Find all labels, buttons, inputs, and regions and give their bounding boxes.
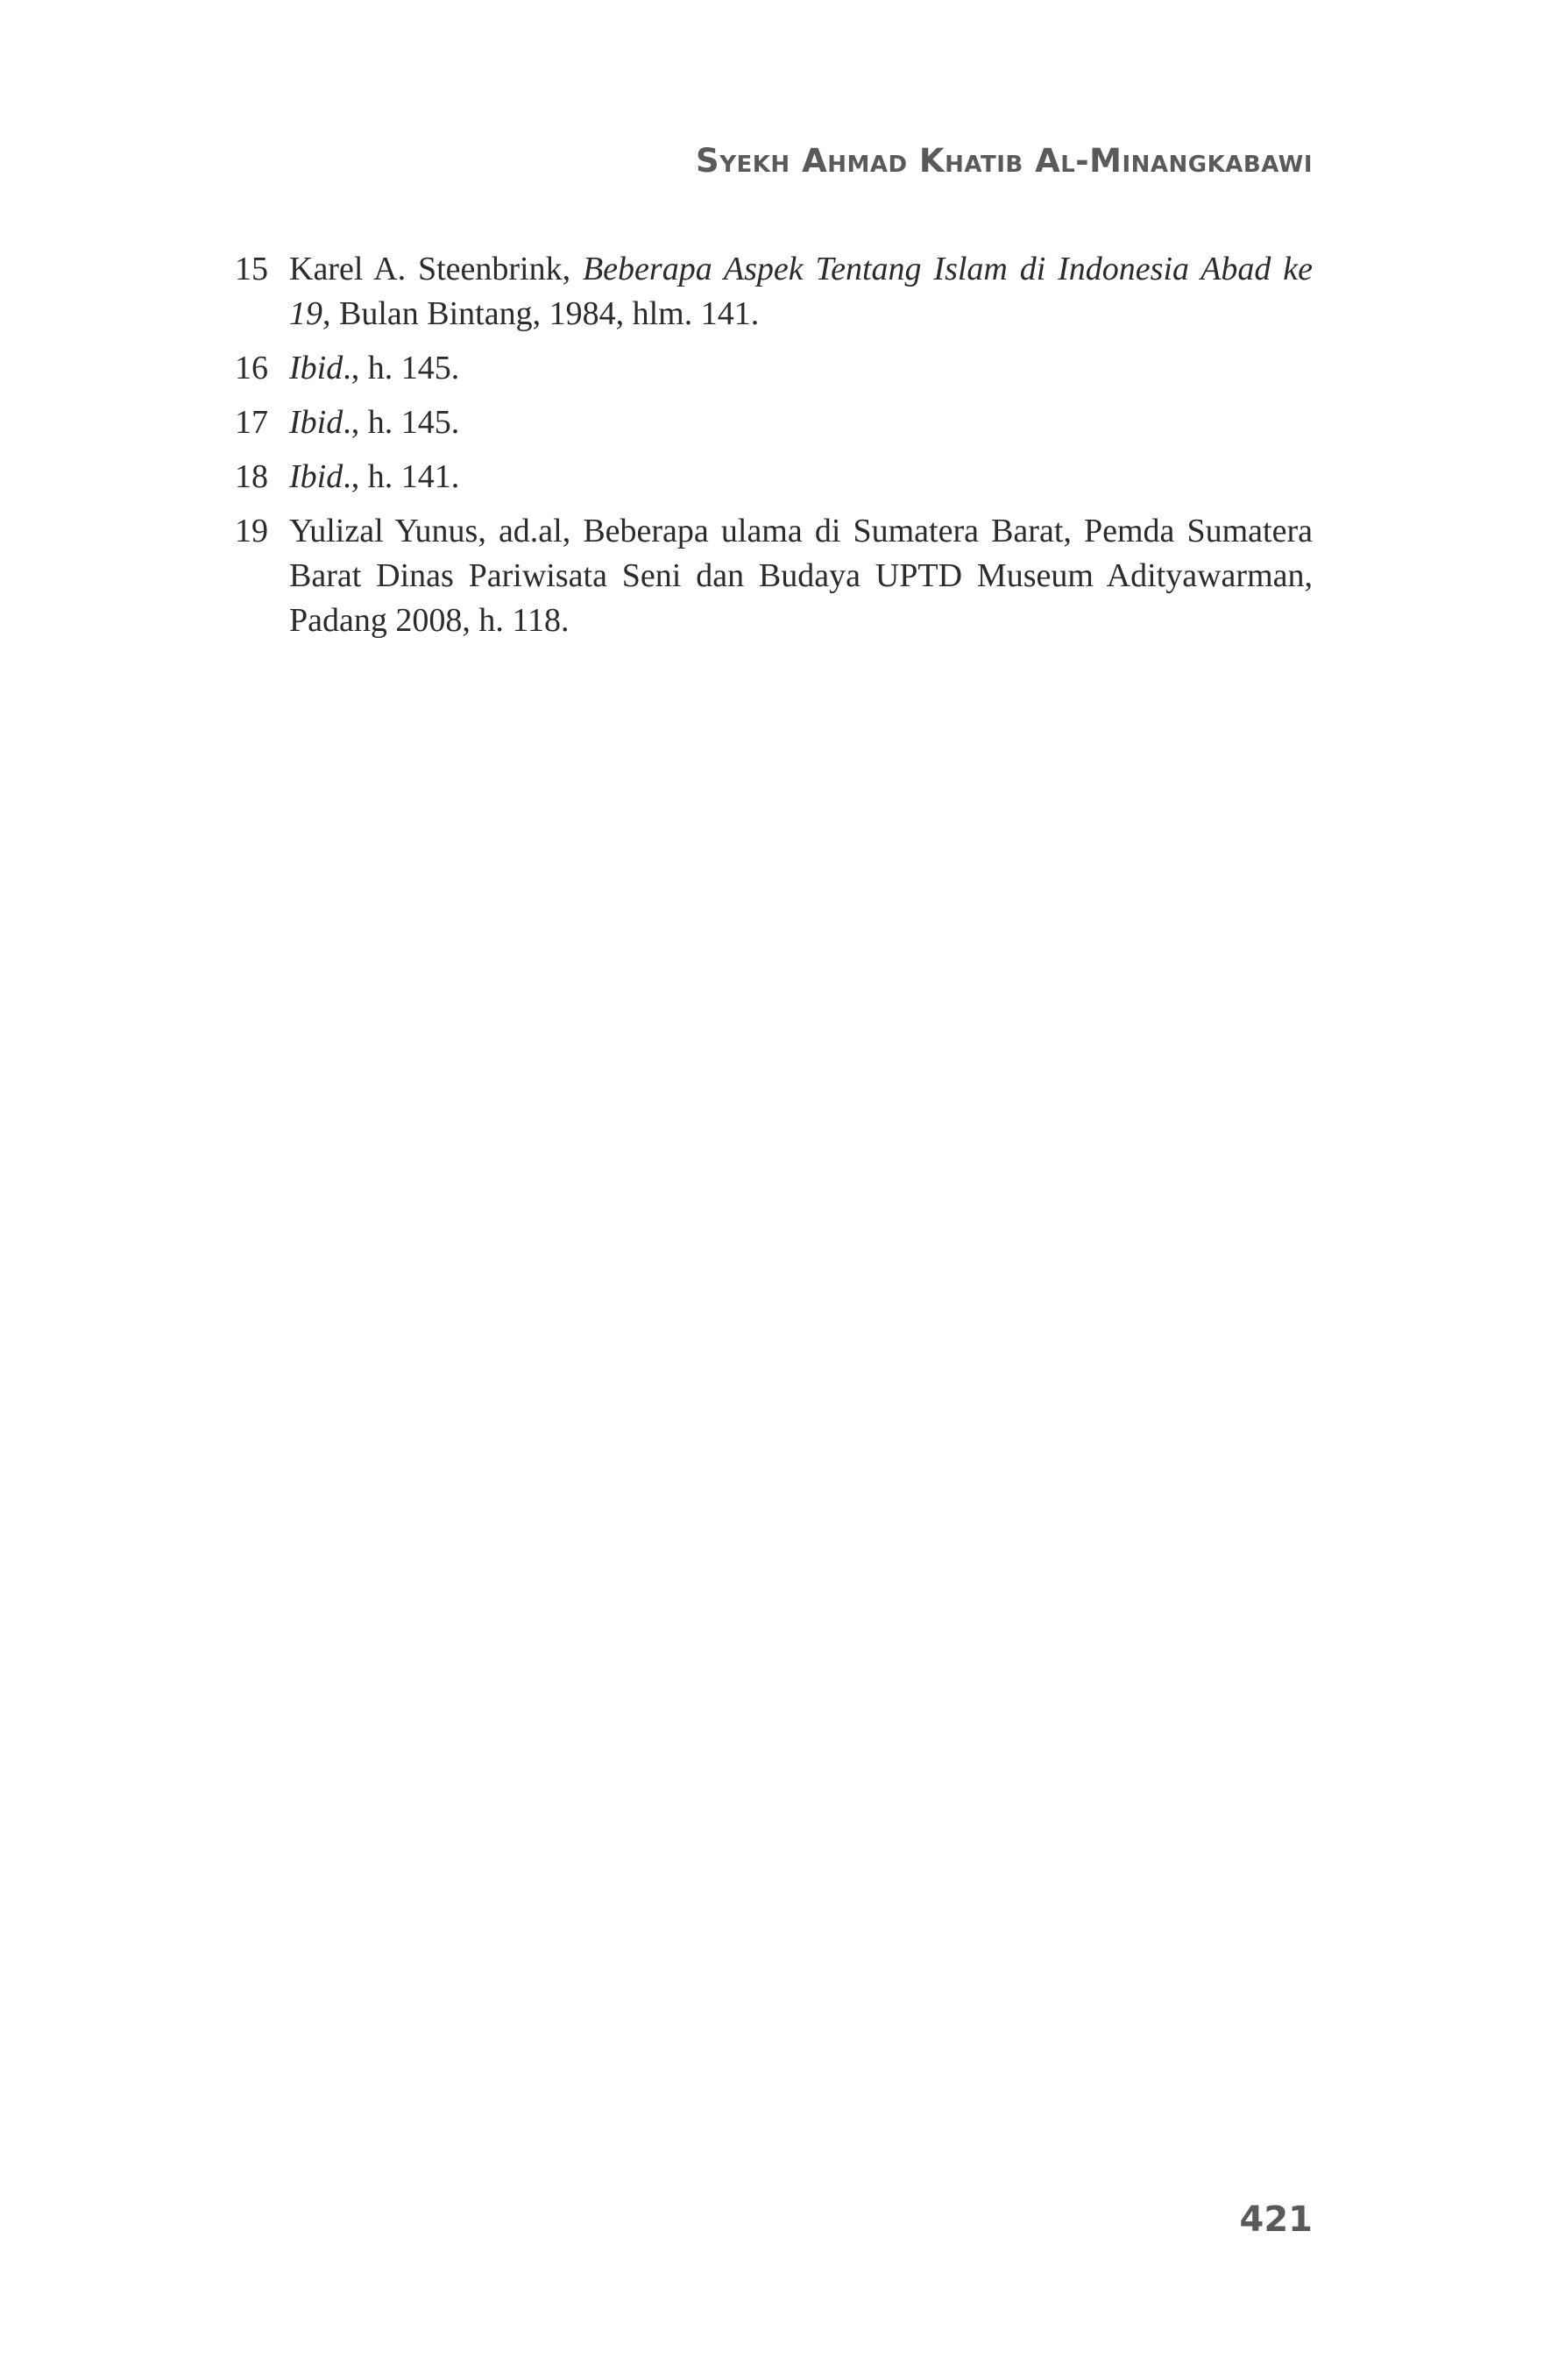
footnote-text-post: ., h. 141. (343, 458, 460, 495)
footnote-text-post: , Bulan Bintang, 1984, hlm. 141. (322, 295, 760, 332)
footnote-text (289, 509, 1313, 643)
footnote-text (289, 346, 1313, 391)
footnote-text-post: ., h. 145. (343, 404, 460, 441)
footnote-18 (235, 455, 1313, 499)
footnote-number: 16 (235, 350, 268, 386)
footnote-text (289, 247, 1313, 336)
footnote-text-pre: Karel A. Steenbrink, (289, 251, 583, 287)
footnote-19 (235, 509, 1313, 643)
running-header: Syekh Ahmad Khatib Al-Minangkabawi (696, 142, 1313, 180)
footnote-text (289, 400, 1313, 445)
footnote-title-italic: Ibid (289, 458, 343, 495)
footnote-16 (235, 346, 1313, 391)
footnote-title-italic: Beberapa Aspek Tentang Islam di Indonesia Abad ke 19 (289, 251, 1313, 332)
footnote-number: 18 (235, 458, 268, 495)
footnote-number: 19 (235, 513, 268, 549)
page-number: 421 (1239, 2199, 1313, 2240)
footnote-title-italic: Ibid (289, 350, 343, 386)
footnote-text-pre: Yulizal Yunus, ad.al, Beberapa ulama di Sumatera Barat, Pemda Sumatera Barat Dinas Pariwisata Seni dan Budaya UPTD Museum Adityawarman, Padang 2008, h. 118. (289, 513, 1313, 639)
footnote-title-italic: Ibid (289, 404, 343, 441)
footnote-text (289, 455, 1313, 499)
footnote-17 (235, 400, 1313, 445)
footnote-number: 17 (235, 404, 268, 441)
footnotes-list (235, 247, 1313, 653)
footnote-15 (235, 247, 1313, 336)
footnote-text-post: ., h. 145. (343, 350, 460, 386)
footnote-number: 15 (235, 251, 268, 287)
